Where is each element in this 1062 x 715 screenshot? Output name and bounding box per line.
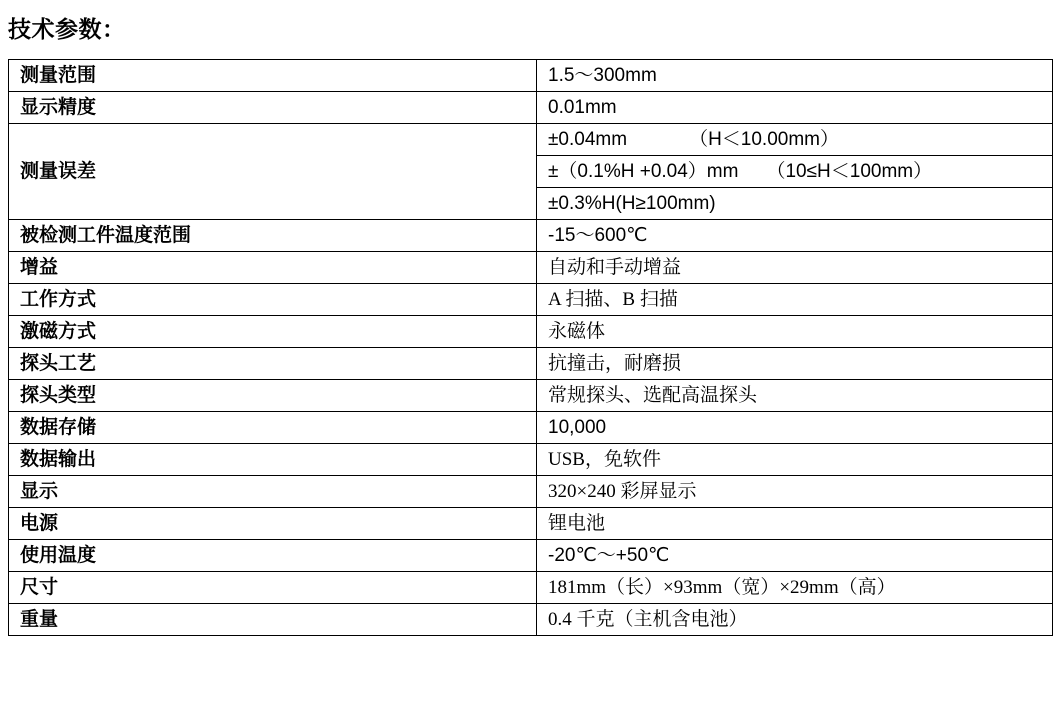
spec-label: 使用温度	[9, 540, 537, 572]
spec-value: 320×240 彩屏显示	[537, 476, 1053, 508]
spec-label: 工作方式	[9, 284, 537, 316]
table-row	[9, 252, 1053, 284]
spec-label: 显示精度	[9, 92, 537, 124]
table-row	[9, 540, 1053, 572]
table-row	[9, 380, 1053, 412]
table-row	[9, 412, 1053, 444]
table-row	[9, 92, 1053, 124]
spec-label: 测量范围	[9, 60, 537, 92]
spec-value: 0.01mm	[537, 92, 1053, 124]
spec-label: 测量误差	[9, 124, 537, 220]
spec-label: 增益	[9, 252, 537, 284]
spec-value: 10,000	[537, 412, 1053, 444]
spec-value-line	[537, 188, 1053, 220]
specifications-table	[8, 59, 1053, 636]
spec-label: 探头类型	[9, 380, 537, 412]
table-row	[9, 284, 1053, 316]
spec-label: 重量	[9, 604, 537, 636]
table-row	[9, 348, 1053, 380]
spec-value: 永磁体	[537, 316, 1053, 348]
spec-value: -20℃～+50℃	[537, 540, 1053, 572]
spec-value: A 扫描、B 扫描	[537, 284, 1053, 316]
spec-value: 常规探头、选配高温探头	[537, 380, 1053, 412]
spec-label: 电源	[9, 508, 537, 540]
table-row	[9, 60, 1053, 92]
spec-value-line	[537, 124, 1053, 156]
spec-label: 显示	[9, 476, 537, 508]
document-page	[0, 10, 1062, 715]
spec-value: -15～600℃	[537, 220, 1053, 252]
spec-label: 数据输出	[9, 444, 537, 476]
table-row	[9, 316, 1053, 348]
spec-value-note: （10≤H＜100mm）	[766, 161, 933, 182]
table-row	[9, 476, 1053, 508]
spec-label: 数据存储	[9, 412, 537, 444]
table-row	[9, 508, 1053, 540]
spec-value: USB，免软件	[537, 444, 1053, 476]
spec-value-text: ±0.04mm	[548, 129, 628, 150]
spec-value-text: ±（0.1%H +0.04）mm	[548, 161, 739, 182]
table-row	[9, 220, 1053, 252]
spec-label: 激磁方式	[9, 316, 537, 348]
spec-label: 被检测工件温度范围	[9, 220, 537, 252]
table-row	[9, 572, 1053, 604]
table-row	[9, 604, 1053, 636]
spec-value-text: ±0.3%H(H≥100mm)	[548, 193, 716, 214]
table-row	[9, 444, 1053, 476]
spec-value-line	[537, 156, 1053, 188]
spec-value: 抗撞击，耐磨损	[537, 348, 1053, 380]
spec-value: 1.5～300mm	[537, 60, 1053, 92]
spec-value: 181mm（长）×93mm（宽）×29mm（高）	[537, 572, 1053, 604]
spec-label: 尺寸	[9, 572, 537, 604]
spec-value: 锂电池	[537, 508, 1053, 540]
spec-value-note: （H＜10.00mm）	[689, 129, 839, 150]
spec-value: 自动和手动增益	[537, 252, 1053, 284]
spec-value: 0.4 千克（主机含电池）	[537, 604, 1053, 636]
table-row	[9, 124, 1053, 156]
page-title: 技术参数：	[8, 17, 126, 42]
spec-label: 探头工艺	[9, 348, 537, 380]
